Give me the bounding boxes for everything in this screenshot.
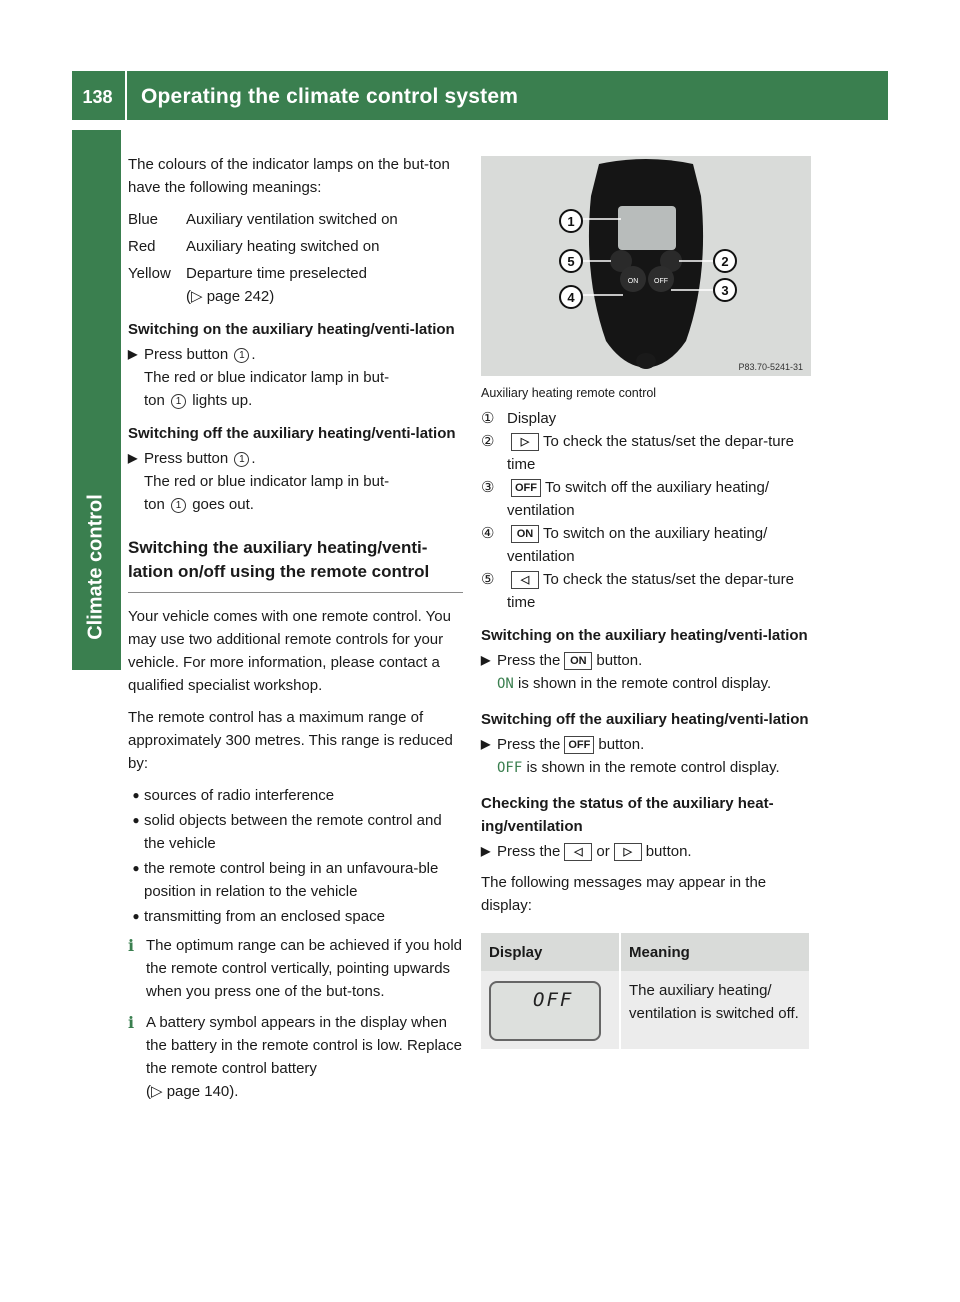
off-key-icon: OFF [564, 736, 594, 754]
step-text: Press button [144, 450, 229, 467]
page-reference: (▷ page 140). [146, 1083, 239, 1100]
step-arrow-icon: ▶ [128, 347, 138, 361]
instruction-step [128, 447, 463, 470]
paragraph: The remote control has a maximum range of approximately 300 metres. This range is reduced by: [128, 709, 453, 772]
callout-1-icon: 1 [171, 498, 186, 513]
info-text: The optimum range can be achieved if you hold the remote control vertically, pointing upwards when you press one of the but-tons. [146, 937, 463, 1000]
figure-caption: Auxiliary heating remote control [481, 386, 657, 400]
step-result [481, 672, 813, 696]
step-arrow-icon: ▶ [481, 653, 491, 667]
bullet-icon: ● [132, 788, 140, 802]
legend-text: To switch off the auxiliary heating/ ventilation [507, 479, 770, 519]
step-text: Press the [497, 843, 561, 860]
callout-5-label: 5 [567, 254, 575, 269]
color-row-red [128, 235, 463, 258]
lcd-text: OFF [533, 989, 574, 1011]
info-note [128, 1011, 463, 1103]
color-name: Red [128, 238, 156, 255]
right-arrow-key-icon: ▷ [511, 433, 539, 451]
left-arrow-key-icon: ◁ [511, 571, 539, 589]
color-meaning: Auxiliary heating switched on [186, 238, 380, 255]
display-readout: OFF [497, 760, 523, 776]
bullet-item [128, 857, 463, 903]
section-tab-label: Climate control [84, 494, 107, 640]
result-text: lights up. [192, 392, 253, 409]
section-heading: Switching off the auxiliary heating/venti-lation [481, 711, 809, 728]
section-tab-label-wrap [72, 472, 121, 662]
color-row-blue [128, 208, 463, 231]
info-text: A battery symbol appears in the display when the battery in the remote control is low. Replace the remote control battery [146, 1014, 462, 1077]
step-text-end: button. [598, 736, 645, 753]
result-text: goes out. [192, 496, 254, 513]
lcd-display-image [489, 981, 601, 1041]
off-key-icon: OFF [511, 479, 541, 497]
column-header: Display [481, 933, 620, 971]
section-heading: Switching on the auxiliary heating/venti-lation [481, 627, 808, 644]
remote-display [618, 206, 676, 250]
on-key-icon: ON [564, 652, 592, 670]
instruction-step [481, 733, 813, 756]
legend-text: To check the status/set the depar-ture time [507, 433, 794, 473]
page-title: Operating the climate control system [141, 85, 519, 108]
step-result [481, 756, 813, 780]
legend-number: ② [481, 433, 495, 450]
legend-item [481, 476, 813, 522]
color-name: Yellow [128, 265, 171, 282]
off-button-label: OFF [654, 278, 668, 285]
legend-number: ③ [481, 479, 495, 496]
step-arrow-icon: ▶ [128, 451, 138, 465]
callout-1-icon: 1 [234, 348, 249, 363]
bullet-text: transmitting from an enclosed space [144, 908, 385, 925]
intro-text: The colours of the indicator lamps on the but-ton have the following meanings: [128, 156, 450, 196]
right-column [481, 382, 813, 1049]
callout-4-label: 4 [567, 290, 575, 305]
bullet-icon: ● [132, 813, 140, 827]
step-text-end: button. [645, 843, 692, 860]
bullet-icon: ● [132, 909, 140, 923]
instruction-step [128, 343, 463, 366]
on-key-icon: ON [511, 525, 539, 543]
callout-1-icon: 1 [171, 394, 186, 409]
bullet-text: solid objects between the remote control and the vehicle [144, 812, 442, 852]
section-heading: Checking the status of the auxiliary heat-ing/ventilation [481, 795, 774, 835]
display-cell [481, 971, 620, 1049]
bullet-text: sources of radio interference [144, 787, 335, 804]
step-text-end: . [251, 450, 256, 467]
bullet-item [128, 784, 463, 807]
step-arrow-icon: ▶ [481, 844, 491, 858]
info-icon: i [128, 1013, 135, 1032]
step-result [128, 366, 463, 412]
meaning-cell: The auxiliary heating/ ventilation is switched off. [620, 971, 810, 1049]
remote-control-photo [481, 156, 811, 376]
page-reference: (▷ page 242) [186, 288, 275, 305]
legend-item [481, 430, 813, 476]
bullet-icon: ● [132, 861, 140, 875]
legend-number: ④ [481, 525, 495, 542]
legend-item [481, 407, 813, 430]
step-result [128, 470, 463, 516]
bullet-text: the remote control being in an unfavoura-ble position in relation to the vehicle [144, 860, 439, 900]
result-text: ton [144, 392, 165, 409]
right-arrow-key-icon: ▷ [614, 843, 642, 861]
bullet-item [128, 809, 463, 855]
remote-control-illustration [481, 156, 811, 376]
step-text: Press the [497, 652, 561, 669]
result-text: The red or blue indicator lamp in but- [144, 473, 390, 490]
legend-item [481, 522, 813, 568]
on-button-label: ON [627, 278, 639, 285]
result-text: is shown in the remote control display. [518, 675, 772, 692]
page-number: 138 [82, 87, 113, 107]
legend-number: ① [481, 410, 495, 427]
bullet-item [128, 905, 463, 928]
column-header: Meaning [620, 933, 810, 971]
step-text: Press the [497, 736, 561, 753]
result-text: is shown in the remote control display. [526, 759, 780, 776]
left-arrow-key-icon: ◁ [564, 843, 592, 861]
display-readout: ON [497, 676, 514, 692]
header-divider [125, 71, 127, 120]
color-meaning: Auxiliary ventilation switched on [186, 211, 398, 228]
table-row [481, 971, 810, 1049]
display-meaning-table [481, 933, 811, 1049]
callout-1-label: 1 [567, 214, 575, 229]
step-text-end: . [251, 346, 256, 363]
section-heading: Switching on the auxiliary heating/venti-lation [128, 321, 455, 338]
color-row-yellow [128, 262, 463, 308]
step-text: Press button [144, 346, 229, 363]
callout-2-label: 2 [721, 254, 729, 269]
color-meaning: Departure time preselected [186, 265, 367, 282]
result-text: ton [144, 496, 165, 513]
section-heading: Switching off the auxiliary heating/venti-lation [128, 425, 456, 442]
paragraph: Your vehicle comes with one remote control. You may use two additional remote controls for your vehicle. For more information, please contact a qualified specialist workshop. [128, 608, 451, 694]
info-icon: i [128, 936, 135, 955]
image-code: P83.70-5241-31 [738, 362, 803, 372]
legend-text: To switch on the auxiliary heating/ ventilation [507, 525, 768, 565]
result-text: The red or blue indicator lamp in but- [144, 369, 390, 386]
info-note [128, 934, 463, 1003]
legend-text: Display [507, 410, 557, 427]
step-arrow-icon: ▶ [481, 737, 491, 751]
legend-number: ⑤ [481, 571, 495, 588]
step-text-end: button. [596, 652, 643, 669]
main-section-heading: Switching the auxiliary heating/venti-lation on/off using the remote control [128, 536, 463, 593]
callout-3-label: 3 [721, 283, 729, 298]
step-text: or [596, 843, 610, 860]
table-header-row [481, 933, 810, 971]
callout-1-icon: 1 [234, 452, 249, 467]
instruction-step [481, 840, 813, 863]
color-name: Blue [128, 211, 159, 228]
page-header [72, 71, 888, 120]
legend-text: To check the status/set the depar-ture time [507, 571, 794, 611]
instruction-step [481, 649, 813, 672]
legend-item [481, 568, 813, 614]
left-column [128, 153, 463, 1103]
paragraph: The following messages may appear in the display: [481, 874, 767, 914]
